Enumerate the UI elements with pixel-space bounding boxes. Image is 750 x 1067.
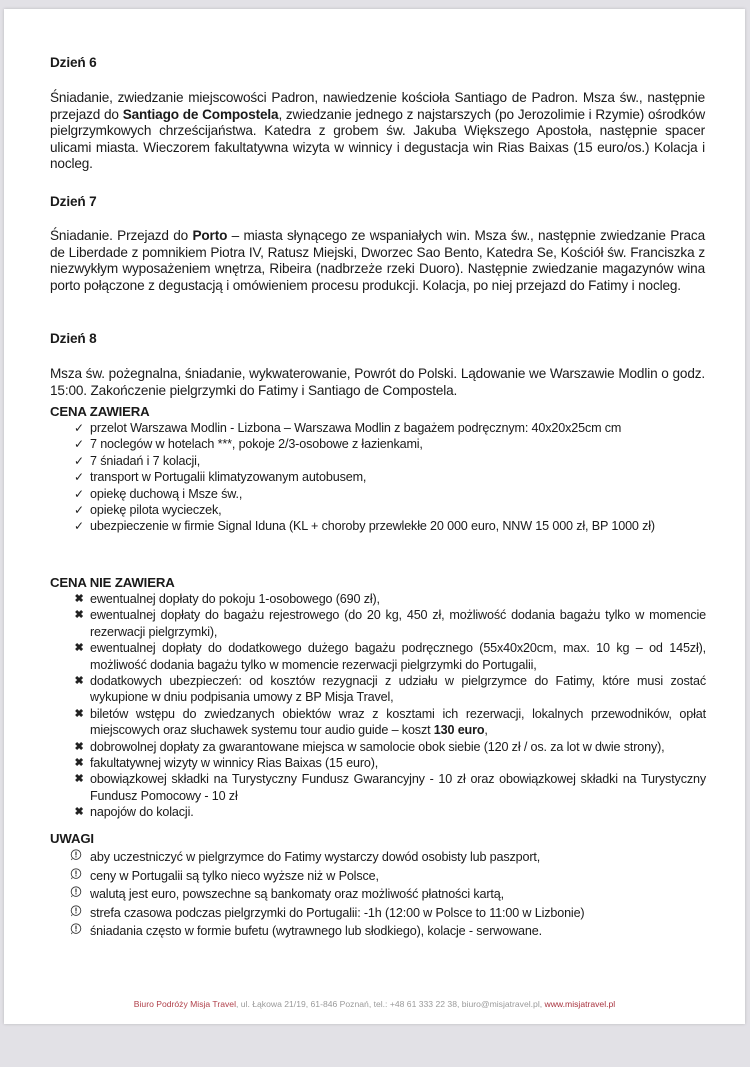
includes-item-text: 7 śniadań i 7 kolacji,: [90, 453, 201, 468]
excludes-item-text: dodatkowych ubezpieczeń: od kosztów rezygnacji z udziału w pielgrzymce do Fatimy, które musi zostać wykupione w dniu podpisania umowy z BP Misja Travel,: [90, 674, 706, 705]
check-icon: ✓: [74, 486, 84, 501]
includes-item: [50, 436, 706, 452]
day-7-description: [50, 228, 705, 294]
check-icon: ✓: [74, 437, 84, 452]
warning-circle-icon: [69, 849, 83, 867]
document-page: [4, 9, 745, 1024]
x-icon: ✖: [74, 740, 84, 753]
excludes-item-text: ewentualnej dopłaty do bagażu rejestrowego (do 20 kg, 450 zł, możliwość dodania bagażu tylko w momencie rezerwacji pielgrzymki),: [90, 608, 706, 639]
footer-brand: Biuro Podróży Misja Travel: [133, 999, 236, 1009]
excludes-item: [50, 673, 706, 706]
remarks-item: [50, 886, 706, 904]
day-7-highlight-porto: Porto: [192, 228, 228, 243]
remarks-item-text: walutą jest euro, powszechne są bankomaty oraz możliwość płatności kartą,: [90, 887, 504, 902]
x-icon: ✖: [74, 757, 84, 770]
remarks-item: [50, 868, 706, 886]
excludes-item-text: biletów wstępu do zwiedzanych obiektów wraz z kosztami ich rezerwacji, lokalnych przewodników, opłat miejscowych oraz słuchawek systemu tour audio guide – koszt: [90, 706, 706, 738]
day-8-text: Msza św. pożegnalna, śniadanie, wykwaterowanie, Powrót do Polski. Lądowanie we Warszawie Modlin o godz. 15:00. Zakończenie pielgrzymki do Fatimy i Santiago de Compostela.: [50, 366, 705, 398]
excludes-item-text: napojów do kolacji.: [90, 805, 194, 820]
x-icon: ✖: [74, 642, 84, 655]
x-icon: ✖: [74, 773, 84, 786]
includes-item-text: przelot Warszawa Modlin - Lizbona – Warszawa Modlin z bagażem podręcznym: 40x20x25cm cm: [90, 421, 622, 435]
includes-item: [50, 469, 706, 485]
excludes-item: [50, 591, 706, 607]
page-footer: [4, 999, 745, 1009]
footer-address: , ul. Łąkowa 21/19, 61-846 Poznań, tel.: +48 61 333 22 38, biuro@misjatravel.pl,: [236, 999, 545, 1009]
remarks-item-text: strefa czasowa podczas pielgrzymki do Portugalii: -1h (12:00 w Polsce to 11:00 w Lizbonie): [90, 905, 585, 920]
excludes-item: [50, 706, 706, 739]
day-8-description: [50, 366, 705, 399]
remarks-item: [50, 849, 706, 867]
includes-item-text: ubezpieczenie w firmie Signal Iduna (KL + choroby przewlekłe 20 000 euro, NNW 15 000 zł, BP 1000 zł): [90, 519, 655, 534]
x-icon: ✖: [74, 609, 84, 622]
check-icon: ✓: [74, 503, 84, 518]
excludes-item: [50, 607, 706, 640]
x-icon: ✖: [74, 593, 84, 605]
excludes-item: [50, 755, 706, 771]
excludes-item: [50, 804, 706, 820]
remarks-list: [50, 849, 706, 942]
warning-circle-icon: [69, 886, 83, 904]
excludes-item-text: ewentualnej dopłaty do dodatkowego dużego bagażu podręcznego (55x40x20cm, max. 10 kg – od 145zł), możliwość dodania bagażu tylko w momencie rezerwacji pielgrzymki do Portugalii,: [90, 641, 706, 672]
excludes-item-text: dobrowolnej dopłaty za gwarantowane miejsca w samolocie obok siebie (120 zł / os. za lot w dwie strony),: [90, 739, 665, 754]
includes-heading: CENA ZAWIERA: [50, 404, 150, 419]
excludes-item: [50, 771, 706, 804]
excludes-heading: CENA NIE ZAWIERA: [50, 575, 175, 590]
remarks-item-text: aby uczestniczyć w pielgrzymce do Fatimy wystarczy dowód osobisty lub paszport,: [90, 850, 541, 864]
includes-item-text: opiekę duchową i Msze św.,: [90, 486, 243, 501]
excludes-item: [50, 640, 706, 673]
includes-list: [50, 420, 706, 535]
excludes-item-text: obowiązkowej składki na Turystyczny Fundusz Gwarancyjny - 10 zł oraz obowiązkowej składki na Turystyczny Fundusz Pomocowy - 10 zł: [90, 772, 706, 803]
footer-website-link[interactable]: www.misjatravel.pl: [544, 999, 616, 1009]
remarks-item-text: śniadania często w formie bufetu (wytrawnego lub słodkiego), kolacje - serwowane.: [90, 924, 542, 939]
day-8-heading: Dzień 8: [50, 331, 97, 346]
day-6-highlight-santiago: Santiago de Compostela: [122, 106, 279, 122]
warning-circle-icon: [69, 923, 83, 941]
includes-item-text: 7 noclegów w hotelach ***, pokoje 2/3-osobowe z łazienkami,: [90, 437, 423, 452]
warning-circle-icon: [69, 905, 83, 923]
remarks-heading: UWAGI: [50, 831, 94, 846]
day-7-text-1: Śniadanie. Przejazd do: [50, 228, 193, 243]
includes-item: [50, 502, 706, 518]
excludes-item-cost: 130 euro: [433, 723, 485, 738]
includes-item-text: transport w Portugalii klimatyzowanym autobusem,: [90, 470, 367, 485]
remarks-item-text: ceny w Portugalii są tylko nieco wyższe niż w Polsce,: [90, 868, 379, 883]
remarks-item: [50, 905, 706, 923]
check-icon: ✓: [74, 470, 84, 485]
excludes-item-suffix: ,: [484, 723, 488, 738]
includes-item: [50, 420, 706, 436]
check-icon: ✓: [74, 421, 84, 435]
excludes-item-text: ewentualnej dopłaty do pokoju 1-osobowego (690 zł),: [90, 592, 380, 606]
warning-circle-icon: [69, 868, 83, 886]
includes-item-text: opiekę pilota wycieczek,: [90, 503, 222, 518]
day-7-heading: Dzień 7: [50, 194, 97, 209]
day-6-text-2: , zwiedzanie jednego z najstarszych (po Jerozolimie i Rzymie) ośrodków pielgrzymkowych chrześcijaństwa. Katedra z grobem św. Jakuba Większego Apostoła, następnie spacer ulicami miasta. Wieczorem fakultatywna wizyta w winnicy i degustacja win Rias Baixas (15 euro/os.) Kolacja i nocleg.: [50, 106, 705, 172]
includes-item: [50, 518, 706, 534]
includes-item: [50, 453, 706, 469]
day-6-description: [50, 90, 705, 173]
x-icon: ✖: [74, 707, 84, 720]
check-icon: ✓: [74, 453, 84, 468]
x-icon: ✖: [74, 806, 84, 819]
excludes-item: [50, 739, 706, 755]
remarks-item: [50, 923, 706, 941]
day-7-text-2: – miasta słynącego ze wspaniałych win. Msza św., następnie zwiedzanie Praca de Liberdade z pomnikiem Piotra IV, Ratusz Miejski, Dworzec Sao Bento, Katedra Se, Kościół św. Franciszka z niezwykłym wyposażeniem wnętrza, Ribeira (nadbrzeże rzeki Duoro). Następnie zwiedzanie magazynów wina porto połączone z degustacją i omówieniem procesu produkcji. Kolacja, po niej przejazd do Fatimy i nocleg.: [50, 228, 705, 293]
check-icon: ✓: [74, 519, 84, 534]
includes-item: [50, 486, 706, 502]
day-6-heading: Dzień 6: [50, 55, 97, 70]
x-icon: ✖: [74, 675, 84, 688]
excludes-list: [50, 591, 706, 821]
excludes-item-text: fakultatywnej wizyty w winnicy Rias Baixas (15 euro),: [90, 756, 379, 771]
day-6-text-1: Śniadanie, zwiedzanie miejscowości Padron, nawiedzenie kościoła Santiago de Padron. Msza św., następnie przejazd do: [50, 90, 705, 122]
